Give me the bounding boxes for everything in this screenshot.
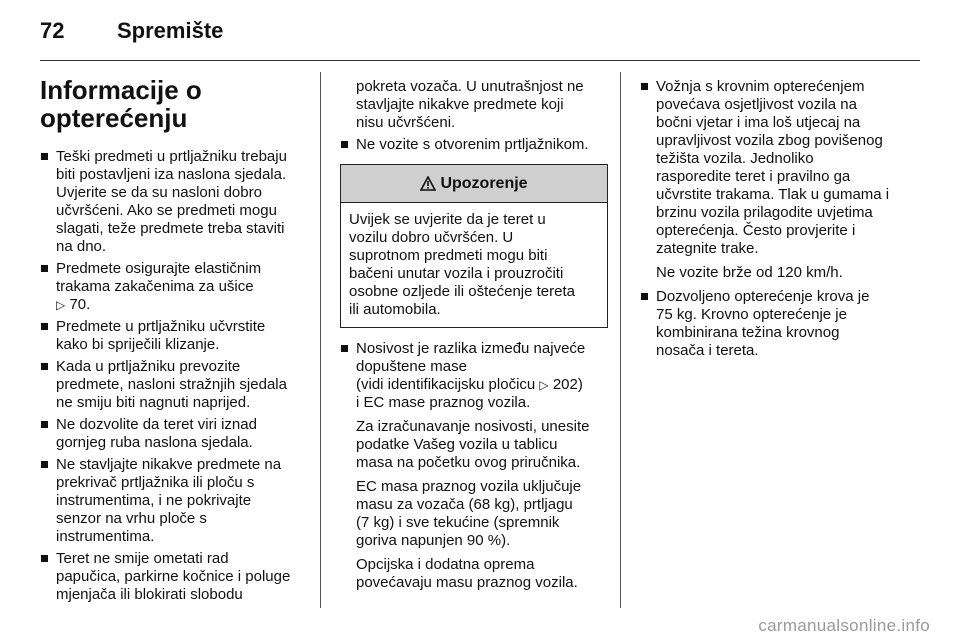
- bullet-square-icon: [641, 293, 648, 300]
- watermark: carmanualsonline.info: [758, 616, 930, 635]
- section-title: Spremište: [117, 18, 224, 43]
- speed-note: Ne vozite brže od 120 km/h.: [656, 264, 843, 281]
- bullet-square-icon: [41, 421, 48, 428]
- list-item: Teški predmeti u prtljažniku trebaju biti postavljeni iza naslona sjedala. Uvjerite se da su nasloni dobro učvršćeni. Ako se predmeti mogu slagati, teže predmete treba staviti na dno.: [40, 148, 312, 256]
- bullet-square-icon: [341, 141, 348, 148]
- col2-bullet-list-a: [340, 136, 608, 154]
- list-item: Teret ne smije ometati rad papučica, parkirne kočnice i poluge mjenjača ili blokirati slobodu: [40, 550, 312, 604]
- list-item: Ne stavljajte nikakve predmete na prekrivač prtljažnika ili ploču s instrumentima, i ne pokrivajte senzor na vrhu ploče s instrumentima.: [40, 456, 312, 546]
- bullet-square-icon: [641, 83, 648, 90]
- article-title: [40, 76, 312, 132]
- warning-body: Uvijek se uvjerite da je teret u vozilu dobro učvršćen. U suprotnom predmeti mogu biti bačeni unutar vozila i prouzročiti osobne ozljede ili oštećenje tereta ili automobila.: [349, 211, 575, 318]
- col2-bullet-list-b: [340, 340, 608, 412]
- column-divider-1: [320, 72, 321, 608]
- page-reference[interactable]: 202): [552, 376, 583, 393]
- paragraph: Za izračunavanje nosivosti, unesite podatke Vašeg vozila u tablicu masa na početku ovog priručnika.: [356, 418, 590, 471]
- bullet-square-icon: [41, 153, 48, 160]
- column-2: [340, 78, 608, 592]
- warning-triangle-icon: [420, 176, 436, 191]
- list-item: Kada u prtljažniku prevozite predmete, nasloni stražnjih sjedala ne smiju biti nagnuti naprijed.: [40, 358, 312, 412]
- header-rule: [40, 60, 920, 61]
- page-header: [40, 18, 223, 48]
- list-item: Dozvoljeno opterećenje krova je 75 kg. Krovno opterećenje je kombinirana težina krovnog nosača i tereta.: [640, 288, 920, 360]
- page-number: 72: [40, 18, 65, 43]
- column-3: [640, 78, 920, 364]
- title-line-1: Informacije o: [40, 75, 202, 105]
- list-item: Ne dozvolite da teret viri iznad gornjeg ruba naslona sjedala.: [40, 416, 312, 452]
- bullet-square-icon: [41, 461, 48, 468]
- warning-box: [340, 164, 608, 328]
- title-line-2: opterećenju: [40, 103, 188, 133]
- column-divider-2: [620, 72, 621, 608]
- col3-bullet-list: [640, 78, 920, 258]
- col1-bullet-list: [40, 148, 312, 604]
- continued-text: pokreta vozača. U unutrašnjost ne stavljajte nikakve predmete koji nisu učvršćeni.: [356, 78, 584, 131]
- warning-header: [341, 165, 607, 203]
- bullet-square-icon: [41, 323, 48, 330]
- bullet-square-icon: [41, 363, 48, 370]
- list-item: Predmete u prtljažniku učvrstite kako bi spriječili klizanje.: [40, 318, 312, 354]
- list-item: Predmete osigurajte elastičnim trakama zakačenima za ušice ▷ 70.: [40, 260, 312, 314]
- page-ref-arrow-icon: ▷: [56, 298, 66, 312]
- col3-bullet-list-b: [640, 288, 920, 360]
- paragraph: EC masa praznog vozila uključuje masu za vozača (68 kg), prtljagu (7 kg) i sve tekućine (spremnik goriva napunjen 90 %).: [356, 478, 582, 549]
- list-item: Vožnja s krovnim opterećenjem povećava osjetljivost vozila na bočni vjetar i ima loš utjecaj na upravljivost vozila zbog povišenog težišta vozila. Jednoliko rasporedite teret i pravilno ga učvrstite trakama. Tlak u gumama i brzinu vozila prilagodite uvjetima opterećenja. Često provjerite i zategnite trake.: [640, 78, 920, 258]
- warning-heading: Upozorenje: [440, 174, 528, 192]
- list-item: Ne vozite s otvorenim prtljažnikom.: [340, 136, 608, 154]
- paragraph: Opcijska i dodatna oprema povećavaju masu praznog vozila.: [356, 556, 578, 591]
- column-1: [40, 76, 312, 608]
- bullet-square-icon: [341, 345, 348, 352]
- page-reference[interactable]: 70.: [69, 296, 91, 313]
- bullet-square-icon: [41, 555, 48, 562]
- list-item: Nosivost je razlika između najveće dopuštene mase (vidi identifikacijsku pločicu ▷ 202) i EC mase praznog vozila.: [340, 340, 608, 412]
- bullet-square-icon: [41, 265, 48, 272]
- page-ref-arrow-icon: ▷: [539, 378, 549, 392]
